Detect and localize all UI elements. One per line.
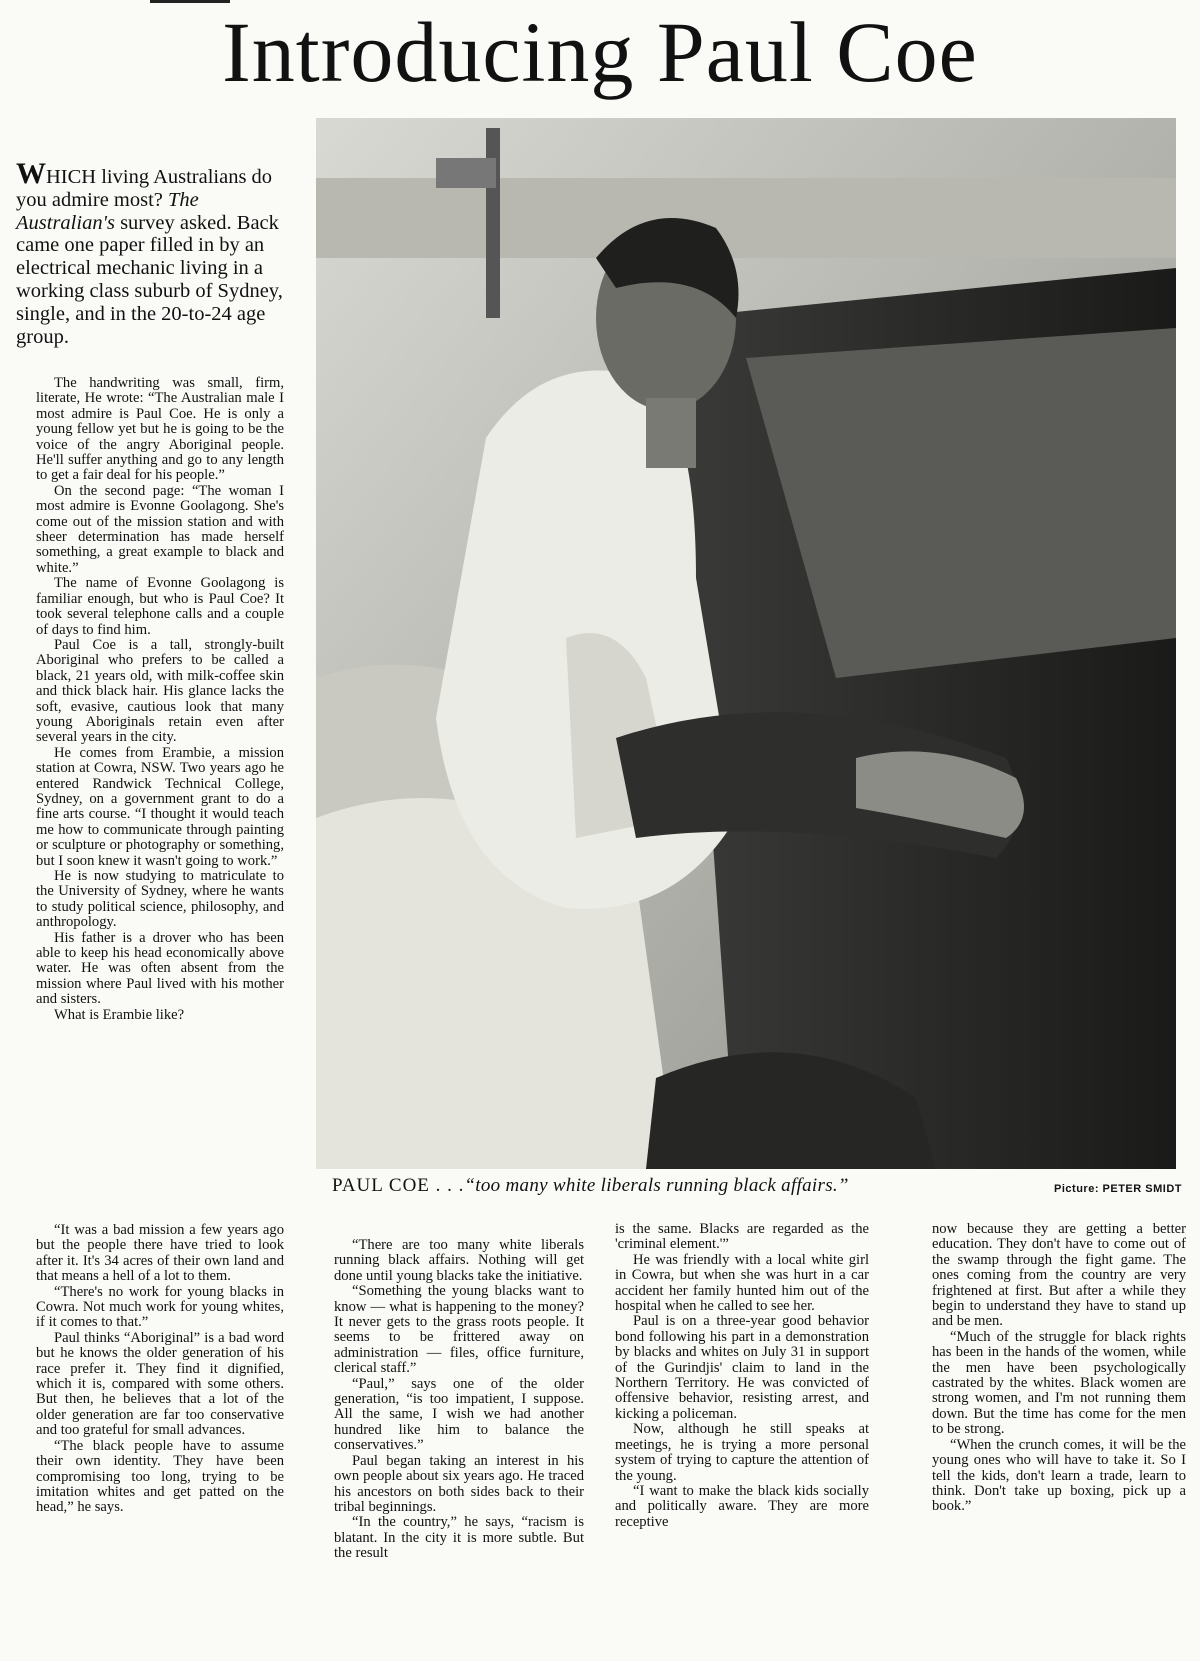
top-rule xyxy=(150,0,230,3)
paragraph: He comes from Erambie, a mission station at Cowra, NSW. Two years ago he entered Randwick Technical College, Sydney, on a government grant to do a fine arts course. “I thought it would teach me how to communicate through painting or sculpture or photography or something, but I soon knew it wasn't going to work.” xyxy=(36,744,284,869)
column-4 xyxy=(932,1222,1186,1515)
paragraph: “In the country,” he says, “racism is blatant. In the city it is more subtle. But the result xyxy=(334,1514,584,1562)
paragraph: “Much of the struggle for black rights has been in the hands of the women, while the men have been psychologically castrated by the whites. Black women are strong women, and I'm not running them down. But the time has come for the men to be strong. xyxy=(932,1328,1186,1438)
paragraph: Paul thinks “Aboriginal” is a bad word but he knows the older generation of his race prefer it. They find it dignified, which it is, compared with some others. But then, he believes that a lot of the older generation are far too conservative and too grateful for small advances. xyxy=(36,1329,284,1439)
photo-credit: Picture: PETER SMIDT xyxy=(1054,1183,1182,1195)
paragraph: now because they are getting a better education. They don't have to come out of the swamp through the fight game. The ones coming from the country are very frightened at first. But after a while they begin to understand they have to stand up and be men. xyxy=(932,1221,1186,1330)
lead-text-2: survey asked. Back came one paper filled in by an electrical mechanic living in a working class suburb of Sydney, single, and in the 20-to-24 age group. xyxy=(16,211,283,348)
caption-name: PAUL COE . . . xyxy=(332,1175,465,1196)
paragraph: Paul began taking an interest in his own people about six years ago. He traced his ancestors on both sides back to their tribal beginnings. xyxy=(334,1452,584,1515)
paragraph: “There's no work for young blacks in Cowra. Not much work for young whites, if it comes to that.” xyxy=(36,1283,284,1331)
photo-caption xyxy=(332,1175,849,1197)
paragraph: Paul Coe is a tall, strongly-built Aboriginal who prefers to be called a black, 21 years old, with milk-coffee skin and thick black hair. His glance lacks the soft, evasive, cautious look that many young Aboriginals retain even after several years in the city. xyxy=(36,636,284,746)
paragraph: His father is a drover who has been able to keep his head economically above water. He was often absent from the mission where Paul lived with his mother and sisters. xyxy=(36,929,284,1008)
paragraph: “There are too many white liberals running black affairs. Nothing will get done until young blacks take the initiative. xyxy=(334,1237,584,1284)
paragraph: “I want to make the black kids socially and politically aware. They are more receptive xyxy=(615,1482,869,1530)
column-1-bottom xyxy=(36,1223,284,1516)
publication-name: The Australian's xyxy=(16,188,199,234)
column-2 xyxy=(334,1238,584,1562)
headline: Introducing Paul Coe xyxy=(222,4,978,100)
paragraph: “The black people have to assume their own identity. They have been compromising too long, trying to be imitation whites and get patted on the head,” he says. xyxy=(36,1437,284,1516)
lead-paragraph xyxy=(16,157,286,348)
paragraph: “It was a bad mission a few years ago but the people there have tried to look after it. It's 34 acres of their own land and that means a hell of a lot to them. xyxy=(36,1222,284,1285)
paragraph: Now, although he still speaks at meetings, he is trying a more personal system of trying to capture the attention of the young. xyxy=(615,1421,869,1484)
paragraph: He was friendly with a local white girl in Cowra, but when she was hurt in a car accident her family hunted him out of the hospital when he called to see her. xyxy=(615,1251,869,1315)
photo-illustration xyxy=(316,118,1176,1169)
paragraph: On the second page: “The woman I most admire is Evonne Goolagong. She's come out of the mission station and with sheer determination has made herself something, a great example to black and white.” xyxy=(36,482,284,576)
column-3 xyxy=(615,1222,869,1530)
paragraph: He is now studying to matriculate to the University of Sydney, where he wants to study political science, philosophy, and anthropology. xyxy=(36,868,284,931)
paragraph: “When the crunch comes, it will be the young ones who will have to take it. So I tell the kids, don't learn a trade, learn to think. Don't take up boxing, pick up a book.” xyxy=(932,1436,1186,1515)
paragraph: The handwriting was small, firm, literate, He wrote: “The Australian male I most admire is Paul Coe. He is only a young fellow yet but he is going to be the voice of the angry Aboriginal people. He'll suffer anything and go to any length to get a fair deal for his people.” xyxy=(36,375,284,484)
portrait-photo xyxy=(316,118,1176,1169)
lead-text-1: HICH living Australians do you admire most? xyxy=(16,166,273,211)
column-1-top xyxy=(36,376,284,1023)
paragraph: The name of Evonne Goolagong is familiar enough, but who is Paul Coe? It took several telephone calls and a couple of days to find him. xyxy=(36,575,284,638)
drop-cap: W xyxy=(16,157,46,190)
paragraph: “Something the young blacks want to know — what is happening to the money? It never gets to the grass roots people. It seems to be frittered away on administration — files, office furniture, clerical staff.” xyxy=(334,1283,584,1377)
paragraph: “Paul,” says one of the older generation, “is too impatient, I suppose. All the same, I wish we had another hundred like him to balance the conservatives.” xyxy=(334,1375,584,1454)
paragraph: What is Erambie like? xyxy=(54,1006,185,1023)
paragraph: is the same. Blacks are regarded as the 'criminal element.'” xyxy=(615,1221,869,1253)
caption-quote: “too many white liberals running black affairs.” xyxy=(464,1175,849,1196)
paragraph: Paul is on a three-year good behavior bond following his part in a demonstration by blacks and whites on July 31 in support of the Gurindjis' claim to land in the Northern Territory. He was convicted of offensive behavior, resisting arrest, and kicking a policeman. xyxy=(615,1313,869,1422)
